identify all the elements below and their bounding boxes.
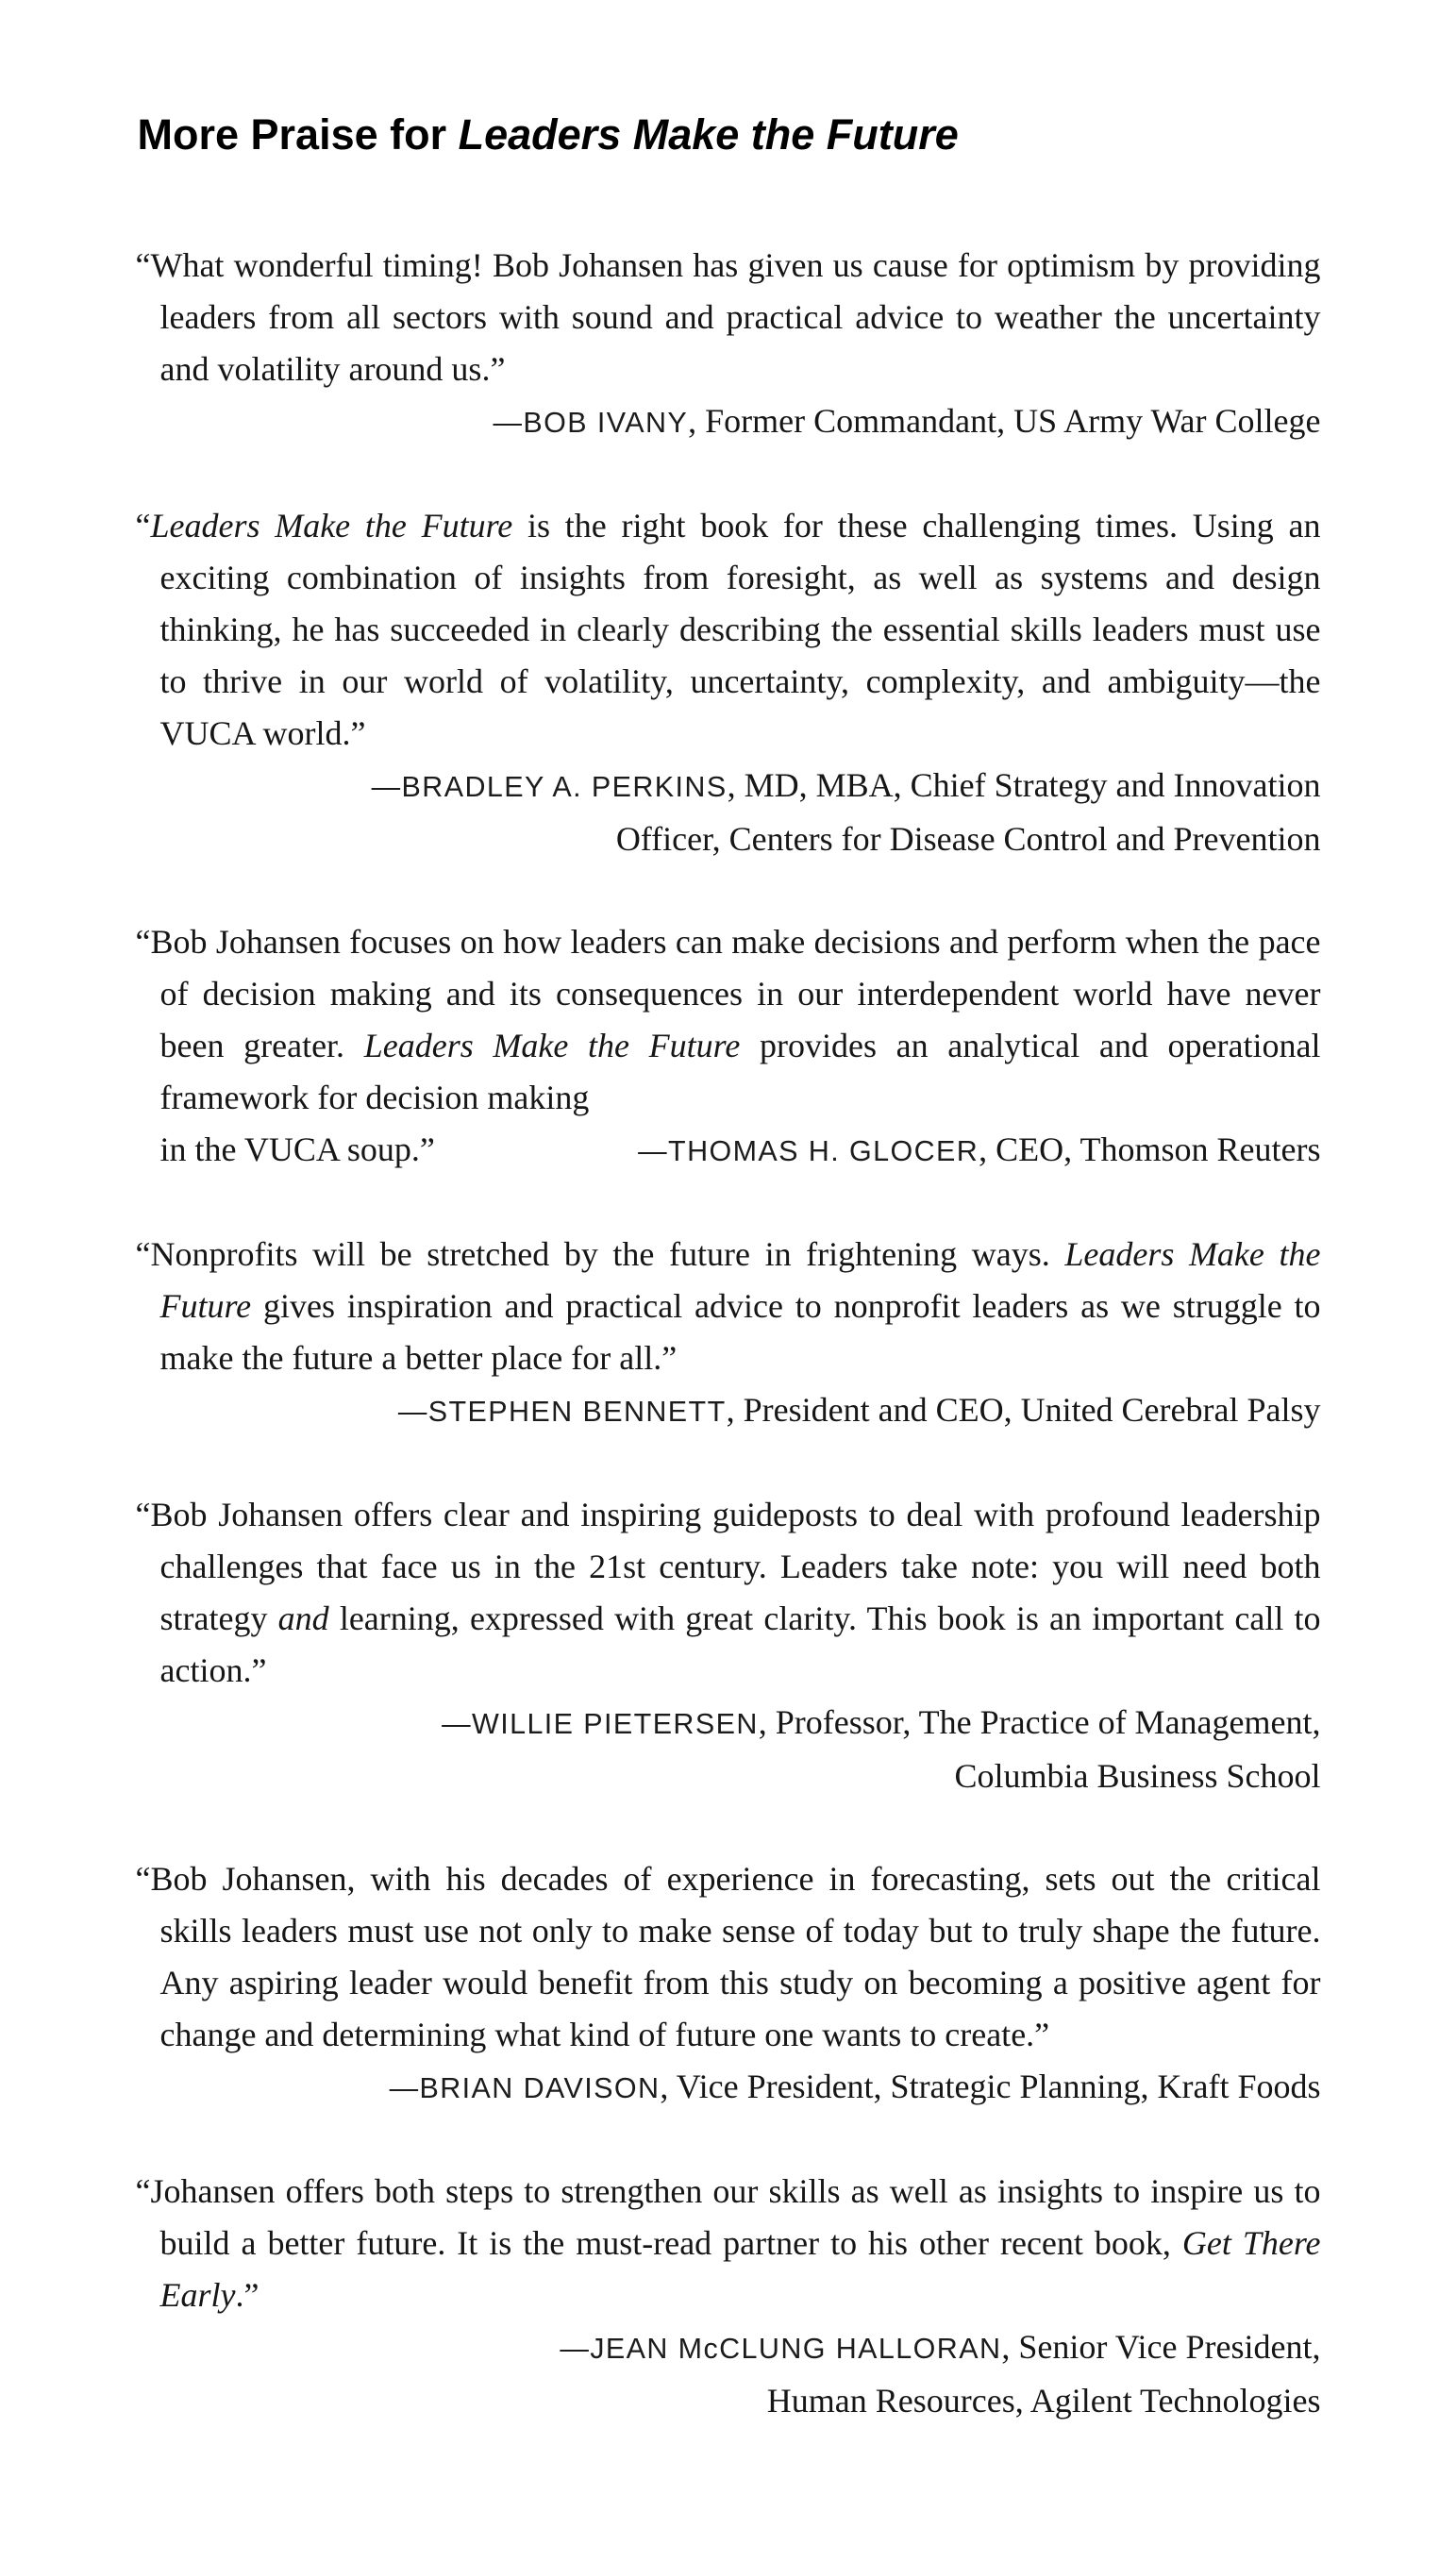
page-title-prefix: More Praise for — [137, 110, 459, 159]
quote-text-italic: Get There Early — [159, 2223, 1321, 2314]
attribution-line — [136, 760, 1321, 813]
quote-block — [136, 1489, 1321, 1802]
quote-block — [136, 500, 1321, 865]
quote-text-segment: learning, expressed with great clarity. This book is an important call to action.” — [159, 1599, 1321, 1689]
attribution-segment: , MD, MBA, Chief Strategy and Innovation — [727, 765, 1321, 804]
quote-text — [136, 1489, 1321, 1697]
quote-text — [136, 1853, 1321, 2061]
quote-text-segment: provides an analytical and operational framework for decision making — [159, 1026, 1321, 1116]
attribution-segment: , President and CEO, United Cerebral Palsy — [726, 1390, 1321, 1429]
attribution-segment: , Professor, The Practice of Management, — [758, 1702, 1321, 1741]
quote-block — [136, 2166, 1321, 2427]
quote-text-segment: gives inspiration and practical advice to nonprofit leaders as we struggle to make the future a better place for all.” — [159, 1286, 1321, 1377]
quote-text-segment: “What wonderful timing! Bob Johansen has given us cause for optimism by providing leaders from all sectors with sound and practical advice to weather the uncertainty and volatility around us.” — [135, 245, 1321, 388]
attribution-segment: Officer, Centers for Disease Control and Prevention — [615, 819, 1321, 858]
attribution-segment: Columbia Business School — [954, 1756, 1321, 1795]
quote-text — [136, 1229, 1321, 1384]
quote-text-italic: Leaders Make the Future — [159, 1234, 1321, 1325]
quote-text-italic: and — [277, 1599, 329, 1637]
quote-list — [136, 240, 1321, 2427]
quote-text-segment: “Bob Johansen offers clear and inspiring guideposts to deal with profound leadership challenges that face us in the 21st century. Leaders take note: you will need both strategy — [135, 1495, 1321, 1637]
attribution-name: —BRADLEY A. PERKINS — [371, 770, 728, 803]
quote-text — [136, 500, 1321, 760]
attribution-segment: , Senior Vice President, — [1001, 2327, 1321, 2366]
attribution-line — [136, 395, 1321, 449]
attribution-line — [136, 813, 1321, 865]
page-title — [138, 111, 1321, 159]
attribution-line — [136, 2061, 1321, 2115]
quote-text — [136, 916, 1321, 1124]
quote-text-segment: “ — [135, 506, 151, 544]
quote-text-italic: Leaders Make the Future — [150, 506, 513, 544]
quote-block — [136, 1229, 1321, 1438]
quote-text-segment: “Nonprofits will be stretched by the future in frightening ways. — [135, 1234, 1065, 1273]
quote-text-segment: is the right book for these challenging times. Using an exciting combination of insights from foresight, as well as systems and design thinking, he has succeeded in clearly describing the essential skills leaders must use to thrive in our world of volatility, uncertainty, complexity, and ambiguity—the VUCA world.” — [159, 506, 1321, 752]
quote-text — [136, 2166, 1321, 2321]
attribution-line — [638, 1124, 1320, 1178]
quote-text-end: in the VUCA soup.” — [159, 1130, 435, 1168]
page-content — [136, 0, 1321, 2427]
attribution-segment: Human Resources, Agilent Technologies — [766, 2381, 1321, 2420]
attribution-name: —STEPHEN BENNETT — [397, 1395, 727, 1428]
quote-text-segment: “Bob Johansen focuses on how leaders can make decisions and perform when the pace of decision making and its consequences in our interdependent world have never been greater. — [135, 922, 1321, 1064]
attribution-segment: , Vice President, Strategic Planning, Kraft Foods — [660, 2067, 1321, 2105]
quote-text-segment: “Johansen offers both steps to strengthen our skills as well as insights to inspire us to build a better future. It is the must-read partner to his other recent book, — [135, 2171, 1321, 2262]
quote-text-italic: Leaders Make the Future — [363, 1026, 741, 1064]
attribution-name: —THOMAS H. GLOCER — [638, 1134, 979, 1167]
attribution-line — [136, 1384, 1321, 1438]
attribution-line — [136, 1750, 1321, 1802]
attribution-name: —JEAN McCLUNG HALLORAN — [560, 2332, 1002, 2365]
quote-block — [136, 916, 1321, 1178]
attribution-line — [136, 2321, 1321, 2375]
attribution-segment: , Former Commandant, US Army War College — [688, 401, 1321, 440]
quote-block — [136, 1853, 1321, 2115]
quote-closing-row — [136, 1124, 1321, 1178]
quote-text-segment: .” — [235, 2275, 259, 2314]
attribution-segment: , CEO, Thomson Reuters — [979, 1130, 1321, 1168]
quote-text — [136, 240, 1321, 395]
attribution-name: —BOB IVANY — [493, 406, 689, 439]
quote-block — [136, 240, 1321, 449]
page-title-book-name: Leaders Make the Future — [458, 110, 959, 159]
attribution-name: —WILLIE PIETERSEN — [442, 1707, 759, 1740]
attribution-line — [136, 1697, 1321, 1750]
attribution-line — [136, 2375, 1321, 2427]
quote-text-segment: “Bob Johansen, with his decades of experience in forecasting, sets out the critical skills leaders must use not only to make sense of today but to truly shape the future. Any aspiring leader would benefit from this study on becoming a positive agent for change and determining what kind of future one wants to create.” — [135, 1859, 1321, 2053]
attribution-name: —BRIAN DAVISON — [389, 2071, 661, 2104]
